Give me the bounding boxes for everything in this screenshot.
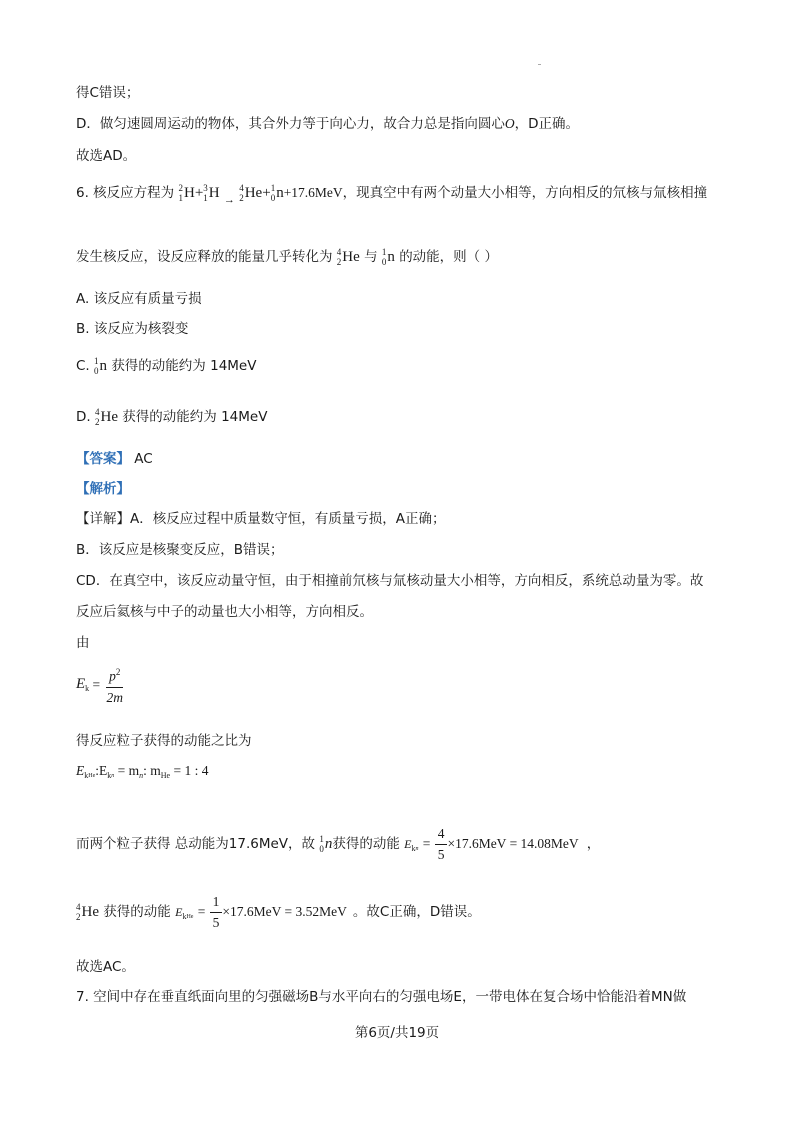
question-6-line-2: 发生核反应，设反应释放的能量几乎转化为 4 2 He 与 1 0 n 的动能，则（ ） (76, 247, 498, 267)
ratio-intro: 得反应粒子获得的动能之比为 (76, 733, 252, 749)
detail-cd-2: 反应后氦核与中子的动量也大小相等，方向相反。 (76, 604, 373, 620)
scan-mark (538, 64, 541, 65)
line-d-correct: D．做匀速圆周运动的物体，其合外力等于向心力，故合力总是指向圆心O，D正确。 (76, 116, 580, 132)
arrow-icon: → (223, 194, 235, 206)
line-choose-ad: 故选AD。 (76, 148, 137, 164)
nuclide-h2-numbers: 2 1 (178, 183, 183, 203)
question-6-line-1: 6. 核反应方程为 2 1 H+ 3 1 H $_\to$ 4 2 He+ 1 0 n+17.6MeV，现真空中有两个动量大小相等，方向相反的氘核与氚核相撞 (76, 183, 708, 206)
option-b: B. 该反应为核裂变 (76, 321, 189, 337)
option-d: D. 4 2 He 获得的动能约为 14MeV (76, 407, 268, 427)
page-footer: 第6页/共19页 (354, 1025, 440, 1041)
question-7: 7. 空间中存在垂直纸面向里的匀强磁场B与水平向右的匀强电场E，一带电体在复合场中恰能沿着MN做 (76, 989, 687, 1005)
neutron-energy-line: 而两个粒子获得 总动能为17.6MeV，故 1 0 n获得的动能 $E_kn$ = $\frac{4}{5}$ ×17.6MeV = 14.08MeV ， (76, 825, 601, 862)
detail-b: B．该反应是核聚变反应，B错误； (76, 542, 284, 558)
detail-a: 【详解】A．核反应过程中质量数守恒，有质量亏损，A正确； (76, 511, 446, 527)
line-c-wrong: 得C错误； (76, 85, 140, 101)
detail-cd-1: CD．在真空中，该反应动量守恒，由于相撞前氘核与氚核动量大小相等，方向相反，系统总动量为零。故 (76, 573, 704, 589)
ratio-formula: $E_kHe:E_kn = m_n$: $m_{He} = 1$ : 4 (76, 763, 209, 780)
helium-energy-line: 4 2 He 获得的动能 $E_kHe$ = $\frac{1}{5}$ ×17.6MeV = 3.52MeV 。故C正确，D错误。 (76, 893, 481, 930)
analysis-tag: 【解析】 (76, 481, 130, 497)
option-a: A. 该反应有质量亏损 (76, 291, 202, 307)
answer: 【答案】 AC (76, 451, 153, 467)
kinetic-energy-formula: $E_k$ = $\frac{p^2}{2m}$ (76, 662, 126, 708)
conclusion: 故选AC。 (76, 959, 135, 975)
by-label: 由 (76, 635, 90, 651)
option-c: C. 1 0 n 获得的动能约为 14MeV (76, 356, 257, 376)
